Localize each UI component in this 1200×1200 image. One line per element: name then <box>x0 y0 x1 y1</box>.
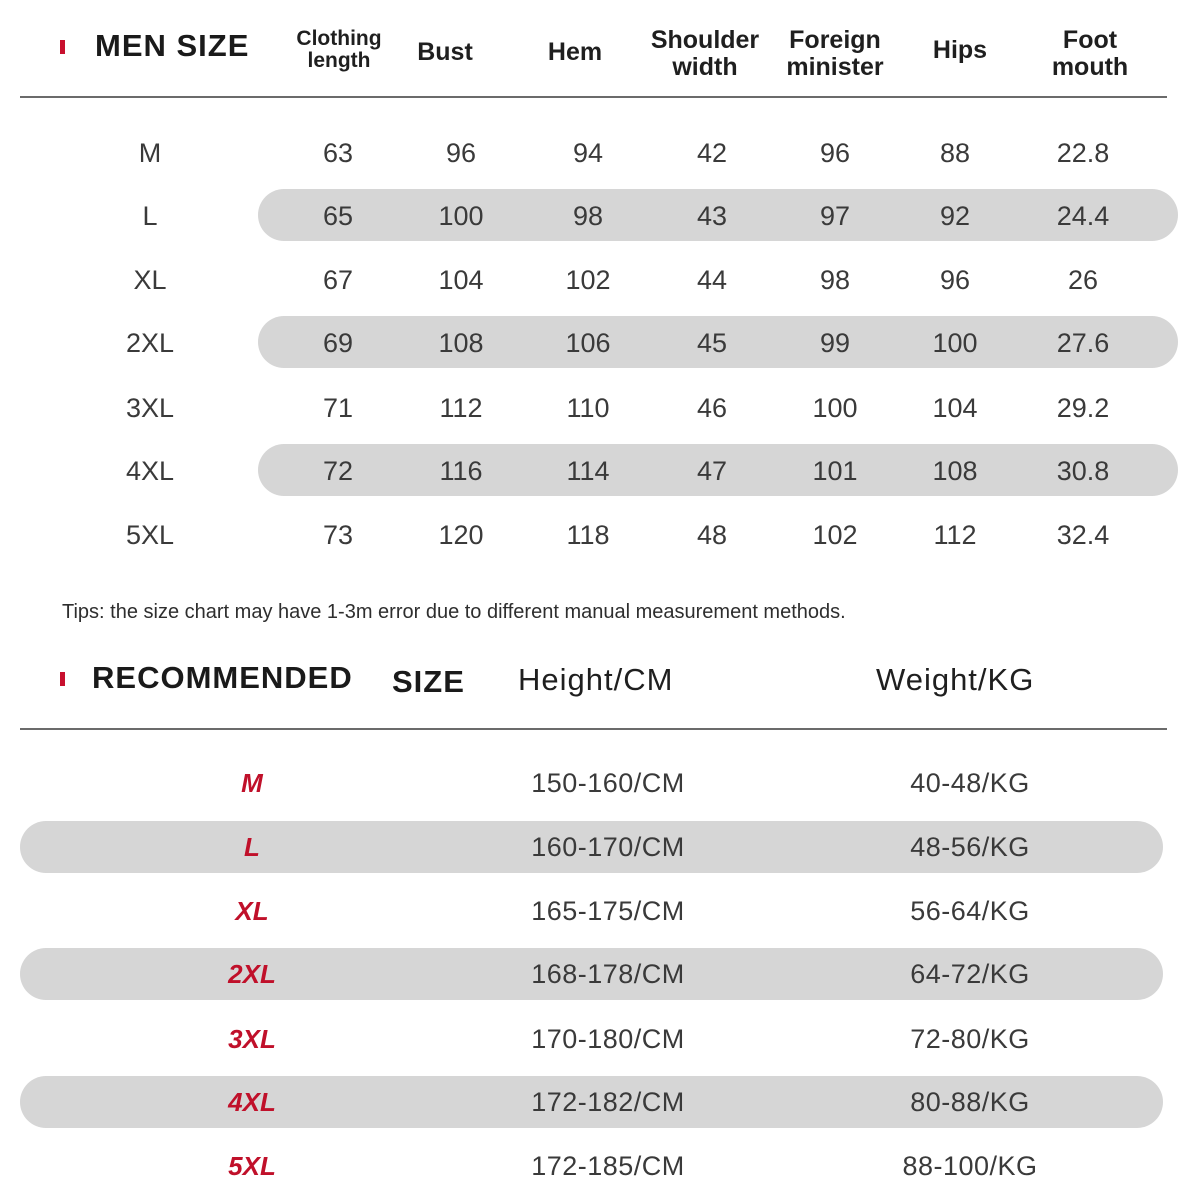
measurement-cell: 116 <box>439 456 483 486</box>
weight-range-cell: 72-80/KG <box>910 1024 1030 1054</box>
column-header-foreign-minister-label: Foreign minister <box>786 26 884 81</box>
measurement-cell: 73 <box>322 520 354 550</box>
size-label: 3XL <box>125 393 175 423</box>
weight-range-cell: 48-56/KG <box>910 832 1030 862</box>
measurement-cell: 112 <box>933 520 977 550</box>
column-header-clothing-length-label: Clothing length <box>296 27 382 72</box>
measurement-cell: 118 <box>566 520 610 550</box>
men-size-header-rule <box>20 96 1167 98</box>
measurement-cell: 65 <box>322 201 354 231</box>
measurement-cell: 67 <box>322 265 354 295</box>
recommended-size-label: 3XL <box>228 1024 276 1054</box>
measurement-cell: 22.8 <box>1056 138 1110 168</box>
weight-range-cell: 40-48/KG <box>910 768 1030 798</box>
men-size-title: MEN SIZE <box>95 28 250 63</box>
measurement-cell: 102 <box>565 265 611 295</box>
height-range-cell: 150-160/CM <box>531 768 685 798</box>
measurement-cell: 63 <box>322 138 354 168</box>
size-label: 5XL <box>125 520 175 550</box>
measurement-cell: 47 <box>696 456 728 486</box>
column-header-clothing-length <box>283 28 395 72</box>
column-header-foot-mouth <box>1040 27 1140 81</box>
recommended-size-label: M <box>241 768 263 798</box>
measurement-cell: 112 <box>439 393 483 423</box>
column-header-shoulder-width-label: Shoulder width <box>650 26 760 81</box>
measurement-cell: 98 <box>572 201 604 231</box>
measurement-cell: 32.4 <box>1056 520 1110 550</box>
measurement-cell: 69 <box>322 328 354 358</box>
measurement-cell: 92 <box>939 201 971 231</box>
measurement-cell: 46 <box>696 393 728 423</box>
measurement-cell: 27.6 <box>1056 328 1110 358</box>
measurement-cell: 44 <box>696 265 728 295</box>
measurement-cell: 104 <box>438 265 484 295</box>
measurement-cell: 42 <box>696 138 728 168</box>
measurement-cell: 110 <box>566 393 610 423</box>
measurement-cell: 106 <box>565 328 611 358</box>
tips-text: Tips: the size chart may have 1-3m error due to different manual measurement methods. <box>62 601 846 623</box>
measurement-cell: 71 <box>322 393 354 423</box>
column-header-height: Height/CM <box>518 662 674 697</box>
size-label: L <box>142 201 158 231</box>
recommended-size-label: 5XL <box>228 1151 276 1181</box>
weight-range-cell: 64-72/KG <box>910 959 1030 989</box>
height-range-cell: 170-180/CM <box>531 1024 685 1054</box>
measurement-cell: 96 <box>939 265 971 295</box>
measurement-cell: 98 <box>819 265 851 295</box>
measurement-cell: 26 <box>1067 265 1099 295</box>
column-header-foot-mouth-label: Foot mouth <box>1051 26 1129 81</box>
measurement-cell: 114 <box>566 456 610 486</box>
recommended-size-label: XL <box>235 896 269 926</box>
measurement-cell: 24.4 <box>1056 201 1110 231</box>
size-label: M <box>138 138 162 168</box>
measurement-cell: 120 <box>438 520 484 550</box>
height-range-cell: 165-175/CM <box>531 896 685 926</box>
section-marker-men-size <box>60 40 65 54</box>
recommended-size-label: 4XL <box>228 1087 276 1117</box>
height-range-cell: 172-182/CM <box>531 1087 685 1117</box>
measurement-cell: 43 <box>696 201 728 231</box>
measurement-cell: 94 <box>572 138 604 168</box>
recommended-size-label: L <box>244 832 260 862</box>
column-header-hem: Hem <box>547 38 603 66</box>
measurement-cell: 45 <box>696 328 728 358</box>
measurement-cell: 97 <box>819 201 851 231</box>
weight-range-cell: 56-64/KG <box>910 896 1030 926</box>
measurement-cell: 104 <box>932 393 978 423</box>
recommended-title: RECOMMENDED <box>92 660 353 695</box>
measurement-cell: 72 <box>322 456 354 486</box>
weight-range-cell: 88-100/KG <box>902 1151 1038 1181</box>
measurement-cell: 100 <box>932 328 978 358</box>
column-header-bust: Bust <box>417 38 473 66</box>
measurement-cell: 100 <box>438 201 484 231</box>
measurement-cell: 99 <box>819 328 851 358</box>
measurement-cell: 108 <box>438 328 484 358</box>
measurement-cell: 101 <box>812 456 858 486</box>
weight-range-cell: 80-88/KG <box>910 1087 1030 1117</box>
recommended-title-suffix: SIZE <box>392 664 465 699</box>
height-range-cell: 160-170/CM <box>531 832 685 862</box>
column-header-hips: Hips <box>932 36 988 64</box>
size-label: 2XL <box>125 328 175 358</box>
column-header-shoulder-width <box>640 27 770 81</box>
size-label: XL <box>133 265 167 295</box>
column-header-foreign-minister <box>770 27 900 81</box>
size-label: 4XL <box>125 456 175 486</box>
measurement-cell: 102 <box>812 520 858 550</box>
measurement-cell: 100 <box>812 393 858 423</box>
recommended-size-label: 2XL <box>228 959 276 989</box>
height-range-cell: 172-185/CM <box>531 1151 685 1181</box>
measurement-cell: 96 <box>819 138 851 168</box>
column-header-weight: Weight/KG <box>876 662 1035 697</box>
height-range-cell: 168-178/CM <box>531 959 685 989</box>
measurement-cell: 96 <box>445 138 477 168</box>
section-marker-recommended <box>60 672 65 686</box>
measurement-cell: 108 <box>932 456 978 486</box>
measurement-cell: 88 <box>939 138 971 168</box>
measurement-cell: 29.2 <box>1056 393 1110 423</box>
recommended-header-rule <box>20 728 1167 730</box>
measurement-cell: 30.8 <box>1056 456 1110 486</box>
measurement-cell: 48 <box>696 520 728 550</box>
